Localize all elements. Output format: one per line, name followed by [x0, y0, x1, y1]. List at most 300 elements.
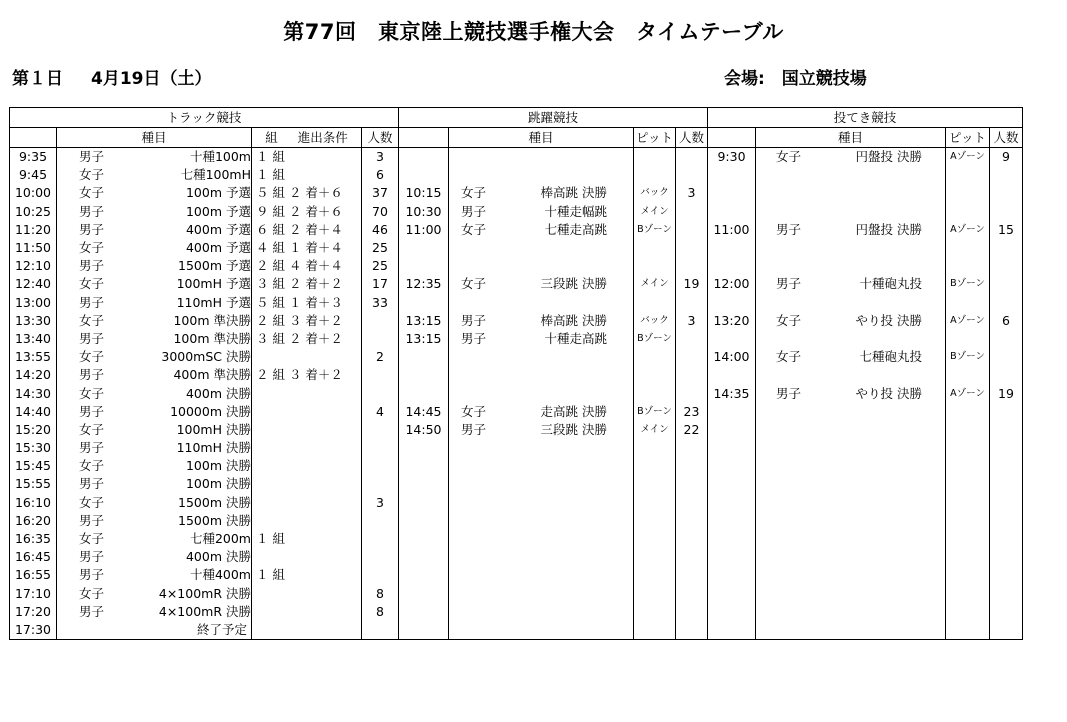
- jump-count: [676, 294, 708, 312]
- track-event: 十種400m: [189, 567, 251, 583]
- track-event: 400m 予選: [185, 221, 251, 237]
- jump-pit: [634, 548, 676, 566]
- track-heat-condition: [252, 548, 362, 566]
- track-event-cell: [57, 475, 252, 493]
- throw-time: [708, 257, 756, 275]
- track-count: 46: [362, 221, 399, 239]
- jump-count: [676, 475, 708, 493]
- jump-time: 10:15: [399, 184, 449, 202]
- jump-count: [676, 330, 708, 348]
- throw-count: [990, 548, 1023, 566]
- jump-count: [676, 439, 708, 457]
- jump-count: [676, 348, 708, 366]
- jump-event-header: 種目: [449, 128, 634, 148]
- jump-event-cell: [449, 494, 634, 512]
- track-heat-condition: [252, 348, 362, 366]
- throw-pit: [946, 366, 990, 384]
- throw-event-cell: [756, 530, 946, 548]
- throw-time: [708, 203, 756, 221]
- throw-event: 七種砲丸投: [859, 349, 922, 365]
- track-gender: 女子: [79, 531, 105, 547]
- jump-event-cell: [449, 184, 634, 202]
- table-row: [10, 621, 1023, 640]
- throw-count: [990, 294, 1023, 312]
- track-event: 400m 準決勝: [173, 367, 251, 383]
- track-count: 33: [362, 294, 399, 312]
- track-heat-condition: １ 組: [252, 566, 362, 584]
- track-heat-condition: １ 組: [252, 166, 362, 184]
- track-count: 8: [362, 585, 399, 603]
- jump-event-cell: [449, 257, 634, 275]
- jump-time: [399, 257, 449, 275]
- track-event: 4×100mR 決勝: [158, 603, 251, 619]
- track-time: 12:10: [10, 257, 57, 275]
- jump-pit: [634, 621, 676, 640]
- track-gender: 男子: [79, 258, 105, 274]
- track-event: 十種100m: [189, 149, 251, 165]
- throw-pit: [946, 294, 990, 312]
- track-gender: 男子: [79, 367, 105, 383]
- throw-count: [990, 203, 1023, 221]
- track-time: 15:55: [10, 475, 57, 493]
- throw-pit: [946, 257, 990, 275]
- jump-pit: [634, 257, 676, 275]
- track-gender: 女子: [79, 349, 105, 365]
- throw-pit: [946, 512, 990, 530]
- throw-pit: Bゾーン: [946, 348, 990, 366]
- jump-count: [676, 603, 708, 621]
- track-event: 110mH 決勝: [176, 440, 251, 456]
- throw-count: [990, 403, 1023, 421]
- track-event-cell: [57, 348, 252, 366]
- track-heat-condition: [252, 512, 362, 530]
- jump-event-cell: [449, 603, 634, 621]
- heat-header: 組: [265, 129, 278, 145]
- jump-count-header: 人数: [676, 128, 708, 148]
- jump-event-cell: [449, 475, 634, 493]
- throw-gender: 女子: [776, 349, 802, 365]
- jump-pit: [634, 294, 676, 312]
- track-event: 100m 予選: [185, 203, 251, 219]
- throw-event-cell: [756, 475, 946, 493]
- throw-time: [708, 294, 756, 312]
- jump-time: [399, 512, 449, 530]
- track-event: 1500m 決勝: [178, 512, 251, 528]
- table-row: [10, 403, 1023, 421]
- table-row: [10, 384, 1023, 402]
- track-count: 70: [362, 203, 399, 221]
- jump-gender: 女子: [461, 185, 487, 201]
- jump-time: [399, 585, 449, 603]
- throw-event-cell: [756, 221, 946, 239]
- throw-pit: Aゾーン: [946, 384, 990, 402]
- track-time: 15:30: [10, 439, 57, 457]
- track-heat-condition: １ 組: [252, 530, 362, 548]
- track-time: 13:55: [10, 348, 57, 366]
- track-event: 七種200m: [189, 531, 251, 547]
- throw-pit: [946, 566, 990, 584]
- track-event-cell: [57, 457, 252, 475]
- track-event-cell: [57, 294, 252, 312]
- jump-time: [399, 166, 449, 184]
- track-gender: 女子: [79, 240, 105, 256]
- throw-pit: [946, 239, 990, 257]
- throw-count: 9: [990, 148, 1023, 167]
- throw-time: [708, 439, 756, 457]
- track-gender: 男子: [79, 330, 105, 346]
- jump-event-cell: [449, 530, 634, 548]
- jump-event: 走高跳 決勝: [540, 403, 607, 419]
- jump-event: 棒高跳 決勝: [540, 185, 607, 201]
- jump-event: 棒高跳 決勝: [540, 312, 607, 328]
- throw-event: 十種砲丸投: [859, 276, 922, 292]
- jump-event-cell: [449, 421, 634, 439]
- table-row: [10, 512, 1023, 530]
- throw-pit: [946, 421, 990, 439]
- throw-event: やり投 決勝: [855, 312, 922, 328]
- throw-pit: [946, 530, 990, 548]
- section-header-row: [10, 108, 1023, 128]
- throw-event-cell: [756, 239, 946, 257]
- track-event: 1500m 予選: [178, 258, 251, 274]
- track-event-cell: [57, 221, 252, 239]
- jump-gender: 女子: [461, 276, 487, 292]
- track-time: 12:40: [10, 275, 57, 293]
- track-time: 16:35: [10, 530, 57, 548]
- jump-gender: 男子: [461, 203, 487, 219]
- throw-pit: [946, 475, 990, 493]
- track-event-cell: [57, 512, 252, 530]
- jump-count: 3: [676, 184, 708, 202]
- track-heat-condition: [252, 421, 362, 439]
- jump-pit: [634, 439, 676, 457]
- track-event-cell: [57, 275, 252, 293]
- jump-event-cell: [449, 275, 634, 293]
- throw-event-cell: [756, 257, 946, 275]
- throw-event-cell: [756, 457, 946, 475]
- table-row: [10, 203, 1023, 221]
- track-event: 400m 決勝: [185, 549, 251, 565]
- table-row: [10, 239, 1023, 257]
- jump-event: 七種走高跳: [544, 221, 607, 237]
- track-gender: 女子: [79, 494, 105, 510]
- throw-event-cell: [756, 348, 946, 366]
- throw-time: 14:00: [708, 348, 756, 366]
- throw-gender: 女子: [776, 312, 802, 328]
- track-count: [362, 548, 399, 566]
- jump-time: 12:35: [399, 275, 449, 293]
- track-heat-condition: ４ 組 １ 着＋４: [252, 239, 362, 257]
- track-event-cell: [57, 566, 252, 584]
- jump-event-cell: [449, 403, 634, 421]
- table-row: [10, 475, 1023, 493]
- track-heat-condition: ５ 組 １ 着＋３: [252, 294, 362, 312]
- track-time: 17:20: [10, 603, 57, 621]
- jump-pit: バック: [634, 184, 676, 202]
- track-count: [362, 384, 399, 402]
- track-event: 1500m 決勝: [178, 494, 251, 510]
- throw-time: [708, 530, 756, 548]
- throw-time: [708, 512, 756, 530]
- throw-pit-header: ピット: [946, 128, 990, 148]
- throw-time: [708, 603, 756, 621]
- jump-event-cell: [449, 330, 634, 348]
- track-count: 6: [362, 166, 399, 184]
- throw-event-cell: [756, 585, 946, 603]
- throw-event-cell: [756, 421, 946, 439]
- jump-count: 22: [676, 421, 708, 439]
- jump-time: 14:50: [399, 421, 449, 439]
- jump-time: [399, 530, 449, 548]
- throw-count: [990, 275, 1023, 293]
- jump-time: [399, 294, 449, 312]
- track-event-cell: [57, 257, 252, 275]
- jump-pit: [634, 603, 676, 621]
- throw-count: [990, 530, 1023, 548]
- track-count: 2: [362, 348, 399, 366]
- table-row: [10, 603, 1023, 621]
- jump-count: [676, 494, 708, 512]
- track-gender: 女子: [79, 312, 105, 328]
- table-row: [10, 585, 1023, 603]
- track-event: 110mH 予選: [176, 294, 251, 310]
- throw-count: [990, 566, 1023, 584]
- throw-event-cell: [756, 203, 946, 221]
- throw-event-cell: [756, 166, 946, 184]
- track-gender: 女子: [79, 167, 105, 183]
- track-count: [362, 530, 399, 548]
- track-event-cell: [57, 603, 252, 621]
- jump-count: [676, 566, 708, 584]
- jump-pit: メイン: [634, 203, 676, 221]
- track-time: 10:25: [10, 203, 57, 221]
- track-event-cell: [57, 366, 252, 384]
- track-event: 100m 決勝: [185, 458, 251, 474]
- jump-time: [399, 457, 449, 475]
- throw-event-cell: [756, 184, 946, 202]
- throw-gender: 女子: [776, 149, 802, 165]
- jump-event-cell: [449, 348, 634, 366]
- table-row: [10, 457, 1023, 475]
- track-time: 10:00: [10, 184, 57, 202]
- jump-event-cell: [449, 585, 634, 603]
- track-event: 100m 準決勝: [173, 312, 251, 328]
- track-event-cell: [57, 439, 252, 457]
- jump-gender: 男子: [461, 421, 487, 437]
- table-row: [10, 421, 1023, 439]
- track-heat-condition: [252, 621, 362, 640]
- jump-time: 13:15: [399, 312, 449, 330]
- jump-time: [399, 494, 449, 512]
- throw-pit: [946, 184, 990, 202]
- track-heat-condition: [252, 403, 362, 421]
- jump-event: 三段跳 決勝: [540, 276, 607, 292]
- track-heat-condition: ２ 組 ３ 着＋２: [252, 312, 362, 330]
- track-event-cell: [57, 330, 252, 348]
- throw-time: [708, 403, 756, 421]
- throw-count: [990, 366, 1023, 384]
- throw-event-cell: [756, 330, 946, 348]
- track-event-cell: [57, 421, 252, 439]
- track-count: 37: [362, 184, 399, 202]
- throw-count: [990, 585, 1023, 603]
- jump-count: [676, 239, 708, 257]
- track-time: 14:40: [10, 403, 57, 421]
- track-time: 15:45: [10, 457, 57, 475]
- jump-count: [676, 621, 708, 640]
- throw-event-cell: [756, 621, 946, 640]
- track-count: 8: [362, 603, 399, 621]
- throw-time: [708, 548, 756, 566]
- throw-count: [990, 494, 1023, 512]
- throw-event-cell: [756, 603, 946, 621]
- track-count: [362, 621, 399, 640]
- section-track: トラック競技: [10, 108, 399, 128]
- jump-pit-header: ピット: [634, 128, 676, 148]
- track-heat-condition: [252, 585, 362, 603]
- track-count: 25: [362, 257, 399, 275]
- jump-time: 14:45: [399, 403, 449, 421]
- track-event-cell: [57, 548, 252, 566]
- track-count: [362, 421, 399, 439]
- throw-time: 14:35: [708, 384, 756, 402]
- throw-time: [708, 494, 756, 512]
- throw-count: [990, 257, 1023, 275]
- track-time: 16:20: [10, 512, 57, 530]
- table-row: [10, 148, 1023, 167]
- track-time: 13:30: [10, 312, 57, 330]
- table-row: [10, 166, 1023, 184]
- throw-event-cell: [756, 548, 946, 566]
- throw-count: [990, 512, 1023, 530]
- jump-count: [676, 366, 708, 384]
- track-heat-condition: ３ 組 ２ 着＋２: [252, 275, 362, 293]
- table-row: [10, 294, 1023, 312]
- throw-event-header: 種目: [756, 128, 946, 148]
- track-gender: 男子: [79, 221, 105, 237]
- jump-time: [399, 439, 449, 457]
- throw-gender: 男子: [776, 221, 802, 237]
- track-time: 16:45: [10, 548, 57, 566]
- track-event: 100mH 決勝: [176, 421, 251, 437]
- track-event: 10000m 決勝: [170, 403, 251, 419]
- jump-pit: [634, 494, 676, 512]
- jump-pit: [634, 566, 676, 584]
- table-row: [10, 439, 1023, 457]
- track-gender: 男子: [79, 567, 105, 583]
- jump-pit: [634, 239, 676, 257]
- track-count: [362, 457, 399, 475]
- throw-pit: [946, 494, 990, 512]
- track-event-cell: [57, 148, 252, 167]
- throw-pit: [946, 457, 990, 475]
- throw-count: [990, 184, 1023, 202]
- jump-count: [676, 257, 708, 275]
- track-count-header: 人数: [362, 128, 399, 148]
- time-header: [10, 128, 57, 148]
- throw-pit: [946, 585, 990, 603]
- jump-gender: 男子: [461, 312, 487, 328]
- jump-count: [676, 221, 708, 239]
- jump-gender: 女子: [461, 221, 487, 237]
- track-count: 3: [362, 148, 399, 167]
- track-event-cell: [57, 403, 252, 421]
- track-event-cell: [57, 494, 252, 512]
- jump-event: 三段跳 決勝: [540, 421, 607, 437]
- track-event: 100m 決勝: [185, 476, 251, 492]
- throw-count: [990, 603, 1023, 621]
- track-event: 400m 決勝: [185, 385, 251, 401]
- throw-time: [708, 330, 756, 348]
- jump-event-cell: [449, 203, 634, 221]
- throw-event-cell: [756, 403, 946, 421]
- jump-event-cell: [449, 312, 634, 330]
- jump-time: 13:15: [399, 330, 449, 348]
- throw-count: 15: [990, 221, 1023, 239]
- jump-event: 十種走高跳: [544, 330, 607, 346]
- jump-count: [676, 548, 708, 566]
- table-row: [10, 348, 1023, 366]
- track-event-cell: [57, 166, 252, 184]
- jump-pit: Bゾーン: [634, 221, 676, 239]
- throw-count: [990, 166, 1023, 184]
- jump-count: [676, 148, 708, 167]
- day-label: 第１日: [12, 69, 63, 89]
- jump-event-cell: [449, 621, 634, 640]
- throw-count: [990, 621, 1023, 640]
- jump-pit: [634, 366, 676, 384]
- jump-event-cell: [449, 221, 634, 239]
- throw-time: 13:20: [708, 312, 756, 330]
- throw-pit: [946, 603, 990, 621]
- table-row: [10, 257, 1023, 275]
- jump-time: [399, 366, 449, 384]
- page-title: 第77回 東京陸上競技選手権大会 タイムテーブル: [283, 20, 784, 44]
- throw-pit: [946, 621, 990, 640]
- jump-time: [399, 566, 449, 584]
- track-event-cell: [57, 184, 252, 202]
- table-row: [10, 530, 1023, 548]
- throw-time: [708, 566, 756, 584]
- throw-event-cell: [756, 512, 946, 530]
- track-event: 4×100mR 決勝: [158, 585, 251, 601]
- track-gender: 女子: [79, 458, 105, 474]
- throw-pit: [946, 203, 990, 221]
- track-event-cell: [57, 384, 252, 402]
- jump-count: [676, 585, 708, 603]
- track-gender: 女子: [79, 385, 105, 401]
- track-event: 終了予定: [197, 621, 248, 637]
- jump-time: 10:30: [399, 203, 449, 221]
- column-header-row: [10, 128, 1023, 148]
- throw-event-cell: [756, 366, 946, 384]
- track-count: [362, 312, 399, 330]
- jump-event-cell: [449, 294, 634, 312]
- jump-count: [676, 203, 708, 221]
- throw-time: 12:00: [708, 275, 756, 293]
- jump-event-cell: [449, 566, 634, 584]
- throw-time: [708, 239, 756, 257]
- jump-event: 十種走幅跳: [544, 203, 607, 219]
- throw-time: 11:00: [708, 221, 756, 239]
- throw-time: [708, 475, 756, 493]
- jump-gender: 男子: [461, 330, 487, 346]
- throw-count: 19: [990, 384, 1023, 402]
- jump-pit: [634, 512, 676, 530]
- track-gender: 男子: [79, 149, 105, 165]
- track-heat-condition: ３ 組 ２ 着＋２: [252, 330, 362, 348]
- track-gender: 男子: [79, 603, 105, 619]
